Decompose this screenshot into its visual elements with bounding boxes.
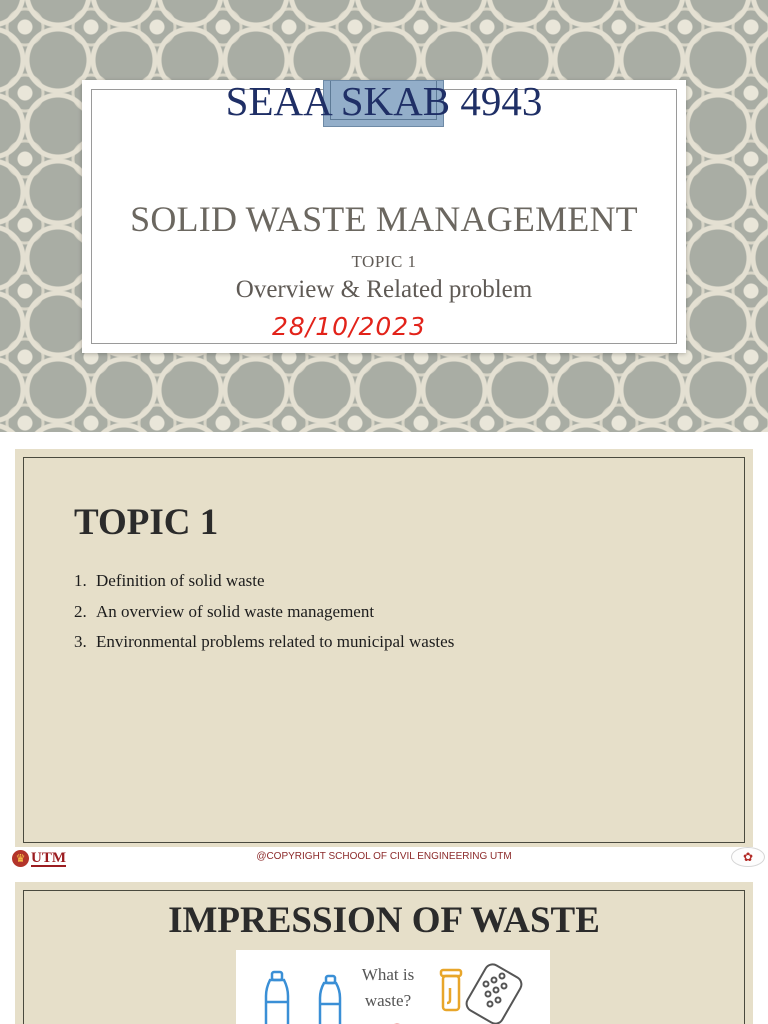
list-item bbox=[74, 602, 454, 633]
slide-footer bbox=[0, 847, 768, 869]
waste-question bbox=[353, 962, 423, 1014]
topic-label: TOPIC 1 bbox=[351, 252, 417, 271]
title-card bbox=[82, 80, 686, 353]
list-item bbox=[74, 571, 454, 602]
waste-illustration bbox=[236, 950, 550, 1024]
topic-slide bbox=[15, 449, 753, 847]
list-item-text: Definition of solid waste bbox=[96, 571, 265, 590]
list-item bbox=[74, 632, 454, 663]
waste-question-line2: waste? bbox=[364, 991, 412, 1010]
course-title: SOLID WASTE MANAGEMENT bbox=[130, 199, 638, 239]
list-item-number: 3. bbox=[74, 632, 87, 651]
impression-slide bbox=[15, 882, 753, 1024]
bottle-icon bbox=[266, 972, 288, 1024]
bottle-icon bbox=[320, 976, 340, 1024]
topic-subtitle: Overview & Related problem bbox=[235, 276, 533, 303]
list-item-text: An overview of solid waste management bbox=[96, 601, 375, 621]
handwritten-date: 28/10/2023 bbox=[272, 312, 427, 341]
waste-question-line1: What is bbox=[361, 965, 415, 984]
course-code: SEAA SKAB 4943 bbox=[225, 78, 543, 124]
utm-logo-text: UTM bbox=[31, 849, 66, 866]
pill-pack-icon bbox=[464, 961, 525, 1024]
jar-icon bbox=[441, 970, 461, 1010]
list-item-number: 2. bbox=[74, 601, 87, 621]
title-slide bbox=[0, 0, 768, 432]
topic-list bbox=[74, 571, 454, 663]
school-emblem-icon: ✿ bbox=[731, 847, 765, 867]
topic-slide-border bbox=[23, 457, 745, 843]
utm-crest-icon: ♛ bbox=[12, 850, 29, 867]
copyright-text: @COPYRIGHT SCHOOL OF CIVIL ENGINEERING UTM bbox=[256, 851, 512, 862]
list-item-text: Environmental problems related to municipal wastes bbox=[96, 632, 455, 651]
topic-heading: TOPIC 1 bbox=[74, 502, 219, 543]
list-item-number: 1. bbox=[74, 571, 87, 590]
impression-heading: IMPRESSION OF WASTE bbox=[168, 900, 600, 941]
